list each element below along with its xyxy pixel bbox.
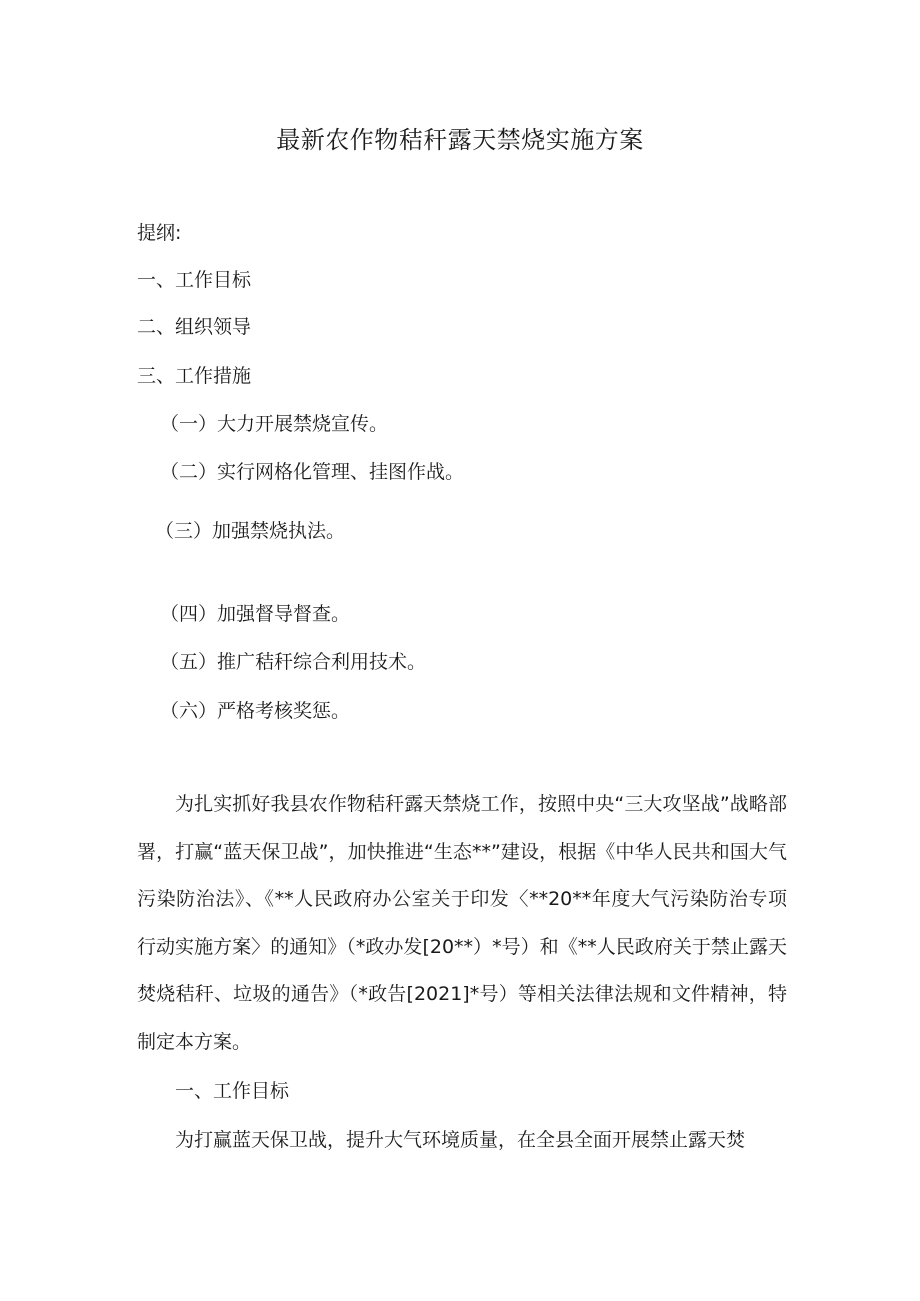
measure-item: （六）严格考核奖惩。 bbox=[160, 700, 351, 722]
section-heading: 一、工作目标 bbox=[175, 1080, 290, 1102]
outline-item: 一、工作目标 bbox=[137, 269, 252, 291]
section-paragraph: 为打赢蓝天保卫战，提升大气环境质量，在全县全面开展禁止露天焚 bbox=[175, 1129, 746, 1151]
measure-item: （一）大力开展禁烧宣传。 bbox=[160, 413, 389, 435]
outline-label: 提纲: bbox=[137, 222, 182, 244]
measure-item: （五）推广秸秆综合利用技术。 bbox=[160, 651, 427, 673]
outline-item: 二、组织领导 bbox=[137, 316, 252, 338]
measure-item: （四）加强督导督查。 bbox=[160, 603, 351, 625]
measure-item: （二）实行网格化管理、挂图作战。 bbox=[160, 461, 465, 483]
outline-item: 三、工作措施 bbox=[137, 365, 252, 387]
measure-item: （三）加强禁烧执法。 bbox=[155, 520, 346, 542]
intro-paragraph: 为扎实抓好我县农作物秸秆露天禁烧工作，按照中央“三大攻坚战”战略部署，打赢“蓝天保卫战”，加快推进“生态**”建设，根据《中华人民共和国大气污染防治法》、《**人民政府办公室关于印发〈**20**年度大气污染防治专项行动实施方案〉的通知》（*政办发[20**）*号）和《**人民政府关于禁止露天焚烧秸秆、垃圾的通告》（*政告[2021]*号）等相关法律法规和文件精神，特制定本方案。 bbox=[137, 793, 787, 1053]
document-title: 最新农作物秸秆露天禁烧实施方案 bbox=[276, 126, 644, 154]
